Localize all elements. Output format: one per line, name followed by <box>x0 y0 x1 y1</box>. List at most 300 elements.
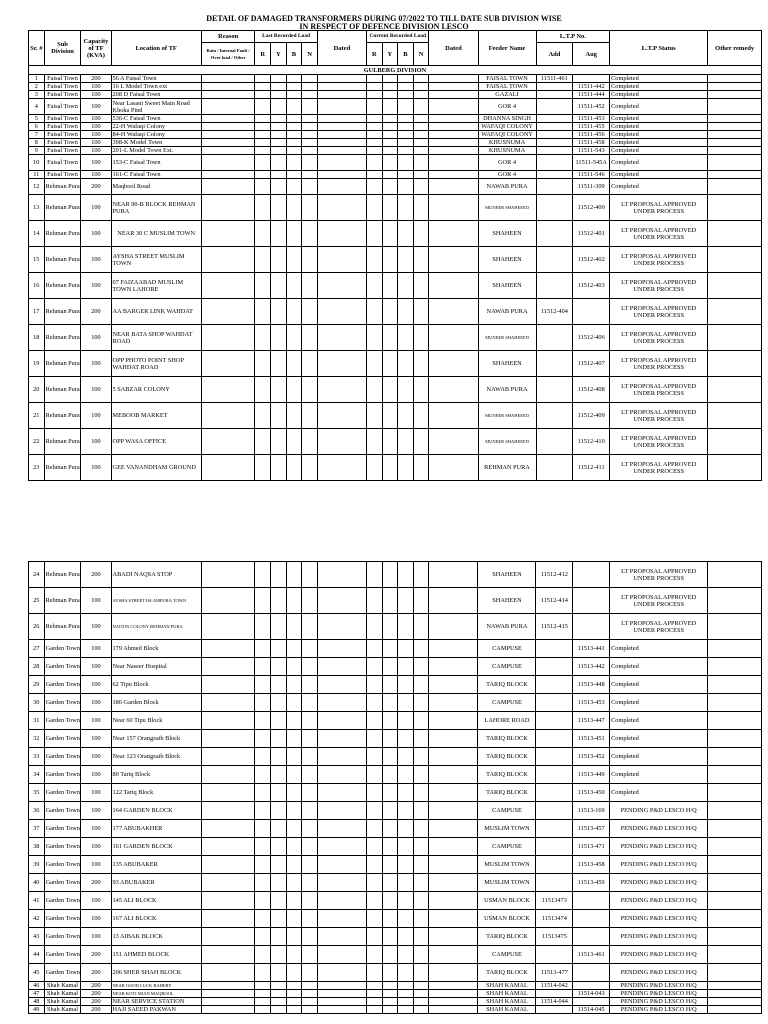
cell-sr: 44 <box>29 946 45 964</box>
cell-reason <box>201 91 255 99</box>
cell-last-load <box>302 299 318 325</box>
cell-other-remedy <box>708 273 762 299</box>
cell-current-load <box>366 658 382 676</box>
cell-current-load <box>382 964 398 982</box>
cell-last-load <box>286 614 302 640</box>
cell-current-load <box>413 75 429 83</box>
cell-ltp-status: PENDING P&D LESCO H/Q <box>610 910 708 928</box>
cell-location: AYSHA STREET ISLAMPURA TOWN <box>111 588 201 614</box>
table-row <box>29 131 762 139</box>
cell-other-remedy <box>708 155 762 171</box>
cell-current-load <box>366 784 382 802</box>
cell-current-load <box>398 676 414 694</box>
cell-dated-2 <box>429 998 478 1006</box>
cell-dated-2 <box>429 784 478 802</box>
cell-last-load <box>255 998 271 1006</box>
cell-location: 161 GARDEN BLOCK <box>111 838 201 856</box>
cell-last-load <box>271 195 287 221</box>
cell-current-load <box>382 83 398 91</box>
table-row <box>29 856 762 874</box>
cell-current-load <box>398 658 414 676</box>
cell-dated-2 <box>429 676 478 694</box>
cell-current-load <box>382 748 398 766</box>
cell-feeder: CAMPUSE <box>478 640 536 658</box>
cell-last-load <box>302 730 318 748</box>
cell-ltp-status: LT PROPOSAL APPROVED UNDER PROCESS <box>610 377 708 403</box>
cell-current-load <box>413 377 429 403</box>
cell-capacity: 100 <box>81 123 111 131</box>
cell-sr: 43 <box>29 928 45 946</box>
cell-dated-1 <box>317 247 366 273</box>
cell-dated-2 <box>429 115 478 123</box>
cell-dated-2 <box>429 247 478 273</box>
cell-dated-2 <box>429 91 478 99</box>
cell-ltp-aug <box>573 928 610 946</box>
cell-ltp-status: PENDING P&D LESCO H/Q <box>610 990 708 998</box>
cell-current-load <box>413 614 429 640</box>
cell-last-load <box>286 874 302 892</box>
cell-ltp-add: 11513475 <box>536 928 573 946</box>
cell-sub-division: Garden Town <box>44 838 81 856</box>
cell-current-load <box>413 964 429 982</box>
cell-reason <box>201 299 255 325</box>
cell-reason <box>201 115 255 123</box>
cell-reason <box>201 640 255 658</box>
cell-current-load <box>382 998 398 1006</box>
header-current-recorded-load: Current Recorded Load <box>366 31 428 43</box>
cell-current-load <box>398 694 414 712</box>
cell-reason <box>201 676 255 694</box>
cell-last-load <box>255 694 271 712</box>
cell-other-remedy <box>708 838 762 856</box>
cell-other-remedy <box>708 377 762 403</box>
cell-last-load <box>255 179 271 195</box>
cell-reason <box>201 123 255 131</box>
cell-feeder: KHUSNUMA <box>478 147 536 155</box>
cell-current-load <box>382 730 398 748</box>
cell-last-load <box>271 730 287 748</box>
cell-capacity: 200 <box>81 964 111 982</box>
cell-current-load <box>382 351 398 377</box>
cell-last-load <box>255 964 271 982</box>
cell-last-load <box>302 982 318 990</box>
cell-current-load <box>366 299 382 325</box>
cell-current-load <box>398 147 414 155</box>
cell-ltp-add: 11512-412 <box>536 562 573 588</box>
cell-ltp-status: PENDING P&D LESCO H/Q <box>610 946 708 964</box>
cell-sub-division: Garden Town <box>44 730 81 748</box>
cell-current-load <box>382 273 398 299</box>
cell-ltp-aug: 11513-442 <box>573 658 610 676</box>
header-r-1: R <box>255 43 271 66</box>
cell-current-load <box>413 838 429 856</box>
cell-feeder: TARIQ BLOCK <box>478 928 536 946</box>
cell-last-load <box>286 195 302 221</box>
cell-last-load <box>271 946 287 964</box>
cell-dated-1 <box>317 562 366 588</box>
cell-last-load <box>255 299 271 325</box>
cell-current-load <box>366 403 382 429</box>
cell-location: 179 Ahmed Block <box>111 640 201 658</box>
cell-ltp-status: LT PROPOSAL APPROVED UNDER PROCESS <box>610 562 708 588</box>
cell-dated-2 <box>429 455 478 481</box>
cell-sub-division: Rehman Pura <box>44 273 81 299</box>
cell-reason <box>201 820 255 838</box>
cell-last-load <box>255 838 271 856</box>
cell-ltp-add <box>536 403 573 429</box>
cell-feeder: NAWAB PURA <box>478 299 536 325</box>
cell-ltp-aug: 11513-457 <box>573 820 610 838</box>
cell-location: 164 GARDEN BLOCK <box>111 802 201 820</box>
cell-sr: 2 <box>29 83 45 91</box>
cell-feeder: MUSLIM TOWN <box>478 820 536 838</box>
cell-last-load <box>271 139 287 147</box>
cell-sr: 13 <box>29 195 45 221</box>
cell-sr: 3 <box>29 91 45 99</box>
cell-current-load <box>366 273 382 299</box>
table-row <box>29 351 762 377</box>
header-other-remedy: Other remedy <box>708 31 762 66</box>
cell-reason <box>201 455 255 481</box>
table-row <box>29 147 762 155</box>
cell-ltp-add <box>536 874 573 892</box>
cell-last-load <box>302 139 318 147</box>
cell-current-load <box>382 155 398 171</box>
cell-current-load <box>398 784 414 802</box>
cell-sr: 36 <box>29 802 45 820</box>
cell-sr: 10 <box>29 155 45 171</box>
cell-current-load <box>382 588 398 614</box>
table-row <box>29 115 762 123</box>
cell-last-load <box>286 712 302 730</box>
cell-current-load <box>382 990 398 998</box>
cell-last-load <box>255 115 271 123</box>
cell-sr: 35 <box>29 784 45 802</box>
cell-current-load <box>398 273 414 299</box>
cell-last-load <box>255 155 271 171</box>
cell-ltp-aug: 11513-459 <box>573 874 610 892</box>
cell-sr: 34 <box>29 766 45 784</box>
cell-dated-2 <box>429 221 478 247</box>
cell-capacity: 100 <box>81 802 111 820</box>
cell-last-load <box>302 946 318 964</box>
cell-other-remedy <box>708 75 762 83</box>
cell-dated-2 <box>429 155 478 171</box>
cell-current-load <box>366 75 382 83</box>
cell-sub-division: Rehman Pura <box>44 377 81 403</box>
cell-ltp-add <box>536 131 573 139</box>
cell-current-load <box>398 1006 414 1014</box>
cell-last-load <box>286 75 302 83</box>
table-row <box>29 640 762 658</box>
cell-current-load <box>366 946 382 964</box>
cell-last-load <box>271 820 287 838</box>
cell-capacity: 200 <box>81 990 111 998</box>
cell-last-load <box>286 221 302 247</box>
cell-last-load <box>255 784 271 802</box>
cell-reason <box>201 131 255 139</box>
cell-dated-1 <box>317 75 366 83</box>
cell-dated-1 <box>317 676 366 694</box>
cell-ltp-add <box>536 139 573 147</box>
cell-ltp-add <box>536 990 573 998</box>
cell-other-remedy <box>708 784 762 802</box>
cell-current-load <box>382 658 398 676</box>
cell-ltp-add <box>536 221 573 247</box>
cell-other-remedy <box>708 588 762 614</box>
cell-last-load <box>255 195 271 221</box>
cell-last-load <box>271 83 287 91</box>
cell-ltp-aug: 11513-461 <box>573 946 610 964</box>
cell-ltp-add <box>536 658 573 676</box>
cell-reason <box>201 892 255 910</box>
cell-current-load <box>398 730 414 748</box>
cell-last-load <box>286 748 302 766</box>
cell-current-load <box>398 640 414 658</box>
cell-ltp-add: 11511-461 <box>536 75 573 83</box>
cell-ltp-status: Completed <box>610 658 708 676</box>
cell-current-load <box>413 351 429 377</box>
cell-last-load <box>286 403 302 429</box>
cell-last-load <box>255 802 271 820</box>
cell-dated-1 <box>317 139 366 147</box>
cell-other-remedy <box>708 766 762 784</box>
cell-location: MEBOOB MARKET <box>111 403 201 429</box>
cell-last-load <box>271 171 287 179</box>
cell-other-remedy <box>708 325 762 351</box>
cell-sr: 42 <box>29 910 45 928</box>
cell-dated-2 <box>429 351 478 377</box>
cell-current-load <box>398 982 414 990</box>
cell-last-load <box>286 802 302 820</box>
cell-dated-2 <box>429 195 478 221</box>
cell-last-load <box>302 247 318 273</box>
cell-location: Near Lasani Sweet Main Road Khoka Pind <box>111 99 201 115</box>
cell-last-load <box>286 694 302 712</box>
cell-location: 161-C Faisal Town <box>111 171 201 179</box>
cell-last-load <box>255 377 271 403</box>
cell-last-load <box>271 676 287 694</box>
cell-reason <box>201 179 255 195</box>
cell-other-remedy <box>708 562 762 588</box>
cell-current-load <box>398 998 414 1006</box>
cell-ltp-status: LT PROPOSAL APPROVED UNDER PROCESS <box>610 351 708 377</box>
cell-current-load <box>382 75 398 83</box>
cell-current-load <box>366 766 382 784</box>
cell-current-load <box>398 195 414 221</box>
cell-ltp-status: Completed <box>610 99 708 115</box>
cell-ltp-add: 11513-477 <box>536 964 573 982</box>
cell-ltp-aug <box>573 562 610 588</box>
cell-current-load <box>398 247 414 273</box>
cell-current-load <box>413 748 429 766</box>
cell-last-load <box>255 83 271 91</box>
cell-other-remedy <box>708 892 762 910</box>
cell-current-load <box>366 990 382 998</box>
cell-ltp-add <box>536 325 573 351</box>
cell-last-load <box>255 351 271 377</box>
cell-feeder: USMAN BLOCK <box>478 910 536 928</box>
cell-ltp-aug: 11513-450 <box>573 784 610 802</box>
cell-last-load <box>255 730 271 748</box>
cell-sub-division: Faisal Town <box>44 131 81 139</box>
cell-last-load <box>271 147 287 155</box>
cell-current-load <box>413 123 429 131</box>
cell-ltp-add <box>536 946 573 964</box>
cell-dated-1 <box>317 928 366 946</box>
cell-feeder: SHAHEEN <box>478 247 536 273</box>
cell-current-load <box>398 614 414 640</box>
cell-sr: 46 <box>29 982 45 990</box>
cell-current-load <box>413 874 429 892</box>
cell-reason <box>201 403 255 429</box>
cell-ltp-add <box>536 147 573 155</box>
cell-dated-1 <box>317 195 366 221</box>
cell-dated-2 <box>429 766 478 784</box>
cell-ltp-status: Completed <box>610 75 708 83</box>
cell-sr: 12 <box>29 179 45 195</box>
cell-location: 07 FAIZAABAD MUSLIM TOWN LAHORE <box>111 273 201 299</box>
cell-current-load <box>413 588 429 614</box>
cell-dated-1 <box>317 131 366 139</box>
cell-feeder: MUNEER SHAHEEED <box>478 325 536 351</box>
cell-location: 80 Tariq Block <box>111 766 201 784</box>
cell-last-load <box>255 990 271 998</box>
cell-ltp-status: Completed <box>610 730 708 748</box>
cell-current-load <box>398 115 414 123</box>
cell-current-load <box>366 99 382 115</box>
table-row <box>29 990 762 998</box>
cell-capacity: 100 <box>81 325 111 351</box>
cell-other-remedy <box>708 676 762 694</box>
cell-dated-1 <box>317 838 366 856</box>
cell-last-load <box>302 694 318 712</box>
cell-current-load <box>398 179 414 195</box>
cell-capacity: 100 <box>81 131 111 139</box>
cell-ltp-aug: 11511-309 <box>573 179 610 195</box>
cell-current-load <box>366 155 382 171</box>
cell-dated-1 <box>317 99 366 115</box>
cell-dated-1 <box>317 694 366 712</box>
cell-other-remedy <box>708 139 762 147</box>
cell-last-load <box>271 403 287 429</box>
cell-last-load <box>286 820 302 838</box>
cell-capacity: 100 <box>81 640 111 658</box>
cell-last-load <box>271 694 287 712</box>
cell-sub-division: Rehman Pura <box>44 403 81 429</box>
cell-current-load <box>366 874 382 892</box>
cell-current-load <box>366 588 382 614</box>
cell-current-load <box>413 325 429 351</box>
cell-feeder: GOR 4 <box>478 155 536 171</box>
cell-sub-division: Garden Town <box>44 874 81 892</box>
cell-last-load <box>286 1006 302 1014</box>
table-row <box>29 139 762 147</box>
cell-location: 206 SHER SHAH BLOCK <box>111 964 201 982</box>
cell-current-load <box>382 131 398 139</box>
cell-location: NEAR KOTI MIAN MAQBOOL <box>111 990 201 998</box>
cell-last-load <box>271 766 287 784</box>
cell-reason <box>201 155 255 171</box>
cell-other-remedy <box>708 403 762 429</box>
cell-current-load <box>398 403 414 429</box>
cell-dated-1 <box>317 429 366 455</box>
cell-feeder: SHAHEEN <box>478 273 536 299</box>
cell-last-load <box>255 658 271 676</box>
cell-ltp-status: PENDING P&D LESCO H/Q <box>610 892 708 910</box>
cell-current-load <box>382 325 398 351</box>
cell-location: OPP WASA OFFICE <box>111 429 201 455</box>
cell-last-load <box>286 784 302 802</box>
cell-other-remedy <box>708 123 762 131</box>
cell-sub-division: Rehman Pura <box>44 221 81 247</box>
header-ltp-status: L.T.P Status <box>610 31 708 66</box>
cell-other-remedy <box>708 964 762 982</box>
cell-last-load <box>302 91 318 99</box>
cell-ltp-aug: 11511-444 <box>573 91 610 99</box>
cell-current-load <box>398 455 414 481</box>
cell-feeder: TARIQ BLOCK <box>478 748 536 766</box>
cell-last-load <box>302 676 318 694</box>
cell-other-remedy <box>708 195 762 221</box>
cell-sub-division: Garden Town <box>44 640 81 658</box>
cell-sr: 8 <box>29 139 45 147</box>
cell-capacity: 100 <box>81 712 111 730</box>
cell-capacity: 100 <box>81 748 111 766</box>
cell-ltp-aug: 11513-458 <box>573 856 610 874</box>
cell-ltp-status: LT PROPOSAL APPROVED UNDER PROCESS <box>610 299 708 325</box>
cell-capacity: 100 <box>81 351 111 377</box>
cell-current-load <box>398 299 414 325</box>
cell-sr: 9 <box>29 147 45 155</box>
cell-last-load <box>286 351 302 377</box>
cell-sr: 11 <box>29 171 45 179</box>
cell-ltp-status: LT PROPOSAL APPROVED UNDER PROCESS <box>610 273 708 299</box>
cell-last-load <box>302 131 318 139</box>
cell-last-load <box>302 712 318 730</box>
cell-last-load <box>302 562 318 588</box>
cell-last-load <box>302 802 318 820</box>
cell-current-load <box>398 748 414 766</box>
cell-dated-2 <box>429 614 478 640</box>
cell-sr: 22 <box>29 429 45 455</box>
cell-location: Near 123 Orangzaib Block <box>111 748 201 766</box>
cell-last-load <box>302 429 318 455</box>
cell-dated-2 <box>429 123 478 131</box>
cell-sub-division: Rehman Pura <box>44 195 81 221</box>
cell-sr: 45 <box>29 964 45 982</box>
cell-location: AA BARGER LINK WAHDAT <box>111 299 201 325</box>
cell-ltp-add: 11512-414 <box>536 588 573 614</box>
cell-location: 398-K Model Town <box>111 139 201 147</box>
cell-ltp-aug: 11513-452 <box>573 748 610 766</box>
cell-last-load <box>302 221 318 247</box>
cell-other-remedy <box>708 820 762 838</box>
cell-sr: 32 <box>29 730 45 748</box>
cell-other-remedy <box>708 802 762 820</box>
cell-current-load <box>398 171 414 179</box>
cell-ltp-status: Completed <box>610 115 708 123</box>
cell-reason <box>201 99 255 115</box>
cell-capacity: 100 <box>81 694 111 712</box>
cell-current-load <box>366 179 382 195</box>
cell-current-load <box>382 676 398 694</box>
cell-current-load <box>382 377 398 403</box>
cell-location: HAJI SAEED PAKWAN <box>111 1006 201 1014</box>
cell-dated-1 <box>317 147 366 155</box>
cell-current-load <box>398 325 414 351</box>
cell-capacity: 100 <box>81 91 111 99</box>
